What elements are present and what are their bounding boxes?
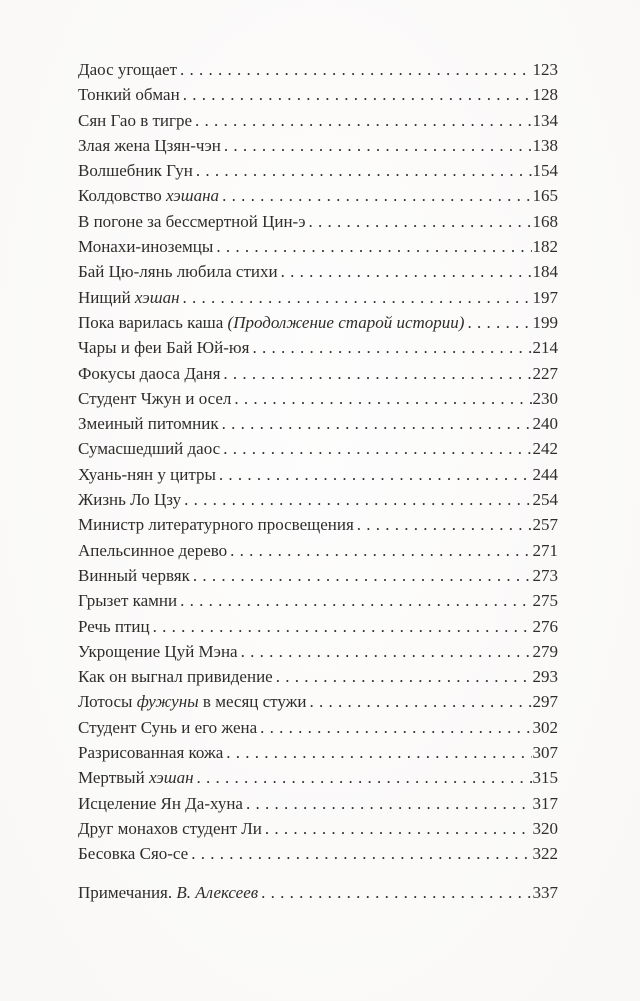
- toc-entry-page: 276: [532, 616, 558, 636]
- toc-entry-title: Примечания. В. Алексеев: [78, 882, 259, 902]
- dot-leader: [177, 57, 531, 82]
- toc-entry-page: 227: [532, 363, 558, 383]
- toc-entry: [78, 614, 558, 639]
- toc-entry-title: Злая жена Цзян-чэн: [78, 135, 221, 155]
- toc-entry-page: 240: [532, 414, 558, 434]
- toc-entry-page: 134: [532, 110, 558, 130]
- toc-entry-title: В погоне за бессмертной Цин-э: [78, 211, 306, 231]
- toc-entry-page: 337: [532, 882, 558, 902]
- toc-entry-page: 165: [532, 186, 558, 206]
- toc-entry-page: 307: [532, 743, 558, 763]
- toc-entry-page: 197: [532, 287, 558, 307]
- dot-leader: [221, 133, 532, 158]
- toc-entry-title: Исцеление Ян Да-хуна: [78, 793, 243, 813]
- toc-entry-page: 214: [532, 338, 558, 358]
- toc-entry-title: Разрисованная кожа: [78, 743, 224, 763]
- toc-entry: [78, 82, 558, 107]
- toc-entry-page: 154: [532, 161, 558, 181]
- toc-entry: [78, 639, 558, 664]
- toc-entry: [78, 487, 558, 512]
- toc-entry-page: 322: [532, 844, 558, 864]
- toc-entry: [78, 588, 558, 613]
- toc-entry-title: Тонкий обман: [78, 85, 180, 105]
- toc-entry: [78, 436, 558, 461]
- toc-entry-title: Хуань-нян у цитры: [78, 464, 216, 484]
- dot-leader: [213, 234, 531, 259]
- toc-entry-title: Монахи-иноземцы: [78, 237, 214, 257]
- toc-entry: [78, 158, 558, 183]
- toc-entry-title: Грызет камни: [78, 591, 178, 611]
- toc-entry: [78, 361, 558, 386]
- toc-entry: [78, 715, 558, 740]
- toc-entry: [78, 689, 558, 714]
- toc-entry-title: Чары и феи Бай Юй-юя: [78, 338, 250, 358]
- toc-entry-page: 182: [532, 237, 558, 257]
- dot-leader: [219, 411, 532, 436]
- toc-entry-title: Апельсинное дерево: [78, 540, 228, 560]
- toc-entry-page: 244: [532, 464, 558, 484]
- toc-entry-title: Бай Цю-лянь любила стихи: [78, 262, 278, 282]
- toc-entry-page: 302: [532, 717, 558, 737]
- toc-entry-page: 254: [532, 490, 558, 510]
- toc-entry-title: Бесовка Сяо-се: [78, 844, 189, 864]
- dot-leader: [223, 740, 531, 765]
- dot-leader: [180, 285, 532, 310]
- toc-entry: [78, 133, 558, 158]
- dot-leader: [354, 512, 532, 537]
- toc-entry: [78, 841, 558, 866]
- toc-entry: [78, 791, 558, 816]
- toc-entry-page: 199: [532, 312, 558, 332]
- dot-leader: [190, 563, 532, 588]
- toc-entry-title: Как он выгнал привидение: [78, 667, 273, 687]
- toc-entry-page: 123: [532, 60, 558, 79]
- toc-entry-title: Лотосы фужуны в месяц стужи: [78, 692, 307, 712]
- toc-entry-page: 297: [532, 692, 558, 712]
- toc-entry: [78, 512, 558, 537]
- dot-leader: [188, 841, 531, 866]
- toc-entry-page: 279: [532, 641, 558, 661]
- dot-leader: [262, 816, 532, 841]
- toc-entry-page: 168: [532, 211, 558, 231]
- toc-entry-page: 184: [532, 262, 558, 282]
- toc-entry-title: Фокусы даоса Даня: [78, 363, 221, 383]
- toc-entry-page: 230: [532, 388, 558, 408]
- toc-entry-title: Сян Гао в тигре: [78, 110, 193, 130]
- dot-leader: [180, 82, 532, 107]
- toc-entry: [78, 183, 558, 208]
- dot-leader: [306, 209, 532, 234]
- dot-leader: [278, 259, 532, 284]
- toc-entry-page: 128: [532, 85, 558, 105]
- toc-entry-title: Сумасшедший даос: [78, 439, 221, 459]
- dot-leader: [150, 614, 532, 639]
- dot-leader: [227, 538, 531, 563]
- toc-entry: [78, 335, 558, 360]
- dot-leader: [273, 664, 532, 689]
- toc-entry-title: Пока варилась каша (Продолжение старой истории): [78, 312, 465, 332]
- toc-entry: [78, 462, 558, 487]
- toc-entry-page: 315: [532, 768, 558, 788]
- dot-leader: [238, 639, 532, 664]
- toc-entry-title: Студент Сунь и его жена: [78, 717, 258, 737]
- dot-leader: [307, 689, 532, 714]
- toc-entry: [78, 108, 558, 133]
- toc-entry-page: 257: [532, 515, 558, 535]
- dot-leader: [219, 183, 531, 208]
- toc-entry-page: 242: [532, 439, 558, 459]
- toc-entry: [78, 563, 558, 588]
- toc-entry: [78, 816, 558, 841]
- toc-entry-title: Змеиный питомник: [78, 414, 219, 434]
- toc-entry: [78, 765, 558, 790]
- toc-entry: [78, 209, 558, 234]
- toc-entry-title: Укрощение Цуй Мэна: [78, 641, 238, 661]
- toc-entry: [78, 664, 558, 689]
- toc-entry-title: Жизнь Ло Цзу: [78, 490, 182, 510]
- toc-entry-page: 271: [532, 540, 558, 560]
- dot-leader: [193, 158, 532, 183]
- toc-entry: [78, 740, 558, 765]
- dot-leader: [220, 436, 531, 461]
- dot-leader: [231, 386, 531, 411]
- toc-entry-title: Друг монахов студент Ли: [78, 818, 262, 838]
- dot-leader: [194, 765, 532, 790]
- toc-entry: [78, 880, 558, 905]
- toc-entry-page: 320: [532, 818, 558, 838]
- toc-entry-page: 273: [532, 565, 558, 585]
- toc-entry-title: Министр литературного просвещения: [78, 515, 354, 535]
- toc-list: [78, 57, 558, 905]
- toc-entry-page: 275: [532, 591, 558, 611]
- toc-entry-title: Нищий хэшан: [78, 287, 180, 307]
- dot-leader: [192, 108, 531, 133]
- dot-leader: [257, 715, 531, 740]
- toc-entry: [78, 538, 558, 563]
- dot-leader: [220, 361, 531, 386]
- toc-entry: [78, 411, 558, 436]
- toc-entry-title: Речь птиц: [78, 616, 150, 636]
- toc-entry-title: Винный червяк: [78, 565, 190, 585]
- toc-entry: [78, 285, 558, 310]
- toc-entry: [78, 259, 558, 284]
- toc-entry: [78, 310, 558, 335]
- toc-entry: [78, 57, 558, 82]
- dot-leader: [216, 462, 532, 487]
- toc-entry-page: 138: [532, 135, 558, 155]
- toc-entry-page: 293: [532, 667, 558, 687]
- dot-leader: [249, 335, 531, 360]
- dot-leader: [243, 791, 532, 816]
- toc-entry-title: Даос угощает: [78, 60, 178, 79]
- toc-entry-page: 317: [532, 793, 558, 813]
- dot-leader: [258, 880, 531, 905]
- toc-entry-title: Студент Чжун и осел: [78, 388, 232, 408]
- toc-entry: [78, 234, 558, 259]
- toc-entry-title: Мертвый хэшан: [78, 768, 194, 788]
- dot-leader: [181, 487, 531, 512]
- dot-leader: [177, 588, 531, 613]
- toc-entry-title: Колдовство хэшана: [78, 186, 220, 206]
- toc-entry: [78, 386, 558, 411]
- toc-entry-title: Волшебник Гун: [78, 161, 193, 181]
- dot-leader: [464, 310, 531, 335]
